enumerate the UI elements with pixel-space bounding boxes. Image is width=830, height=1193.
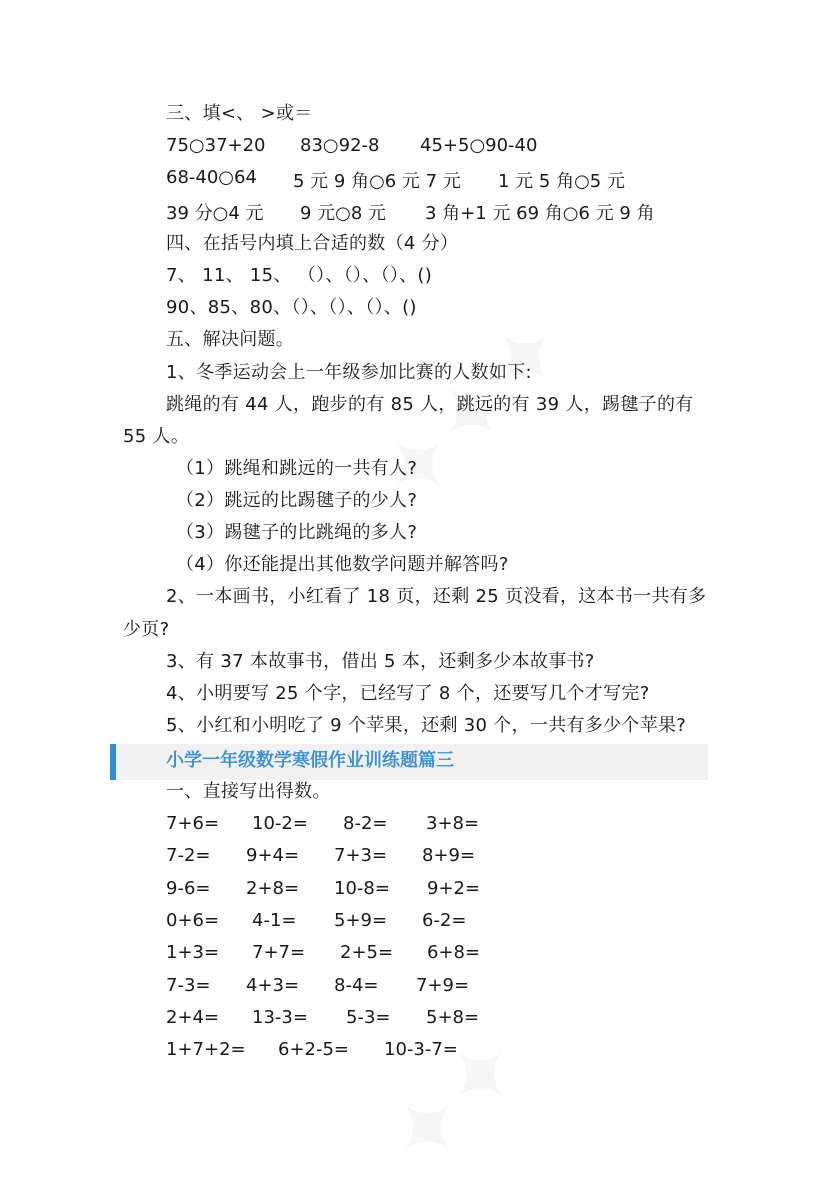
question-5-text: 5、小红和小明吃了 9 个苹果，还剩 30 个，一共有多少个苹果?	[166, 715, 687, 736]
arithmetic-item: 5+8=	[426, 1006, 480, 1028]
arithmetic-item: 8-4=	[334, 974, 379, 996]
question-2-text: 少页?	[123, 619, 170, 640]
question-3-text: 3、有 37 本故事书，借出 5 本，还剩多少本故事书?	[166, 651, 595, 672]
arithmetic-item: 3+8=	[426, 813, 480, 834]
section3-title: 三、填<、 >或＝	[166, 103, 313, 124]
arithmetic-item: 4+3=	[246, 974, 300, 996]
arithmetic-item: 7+9=	[416, 974, 470, 996]
arithmetic-item: 8+9=	[422, 845, 476, 867]
comparison-item: 39 分○4 元	[166, 203, 264, 224]
question-1-text: 跳绳的有 44 人，跑步的有 85 人，跳远的有 39 人，踢毽子的有	[166, 394, 694, 415]
arithmetic-item: 9+2=	[427, 877, 481, 899]
arithmetic-item: 7-3=	[166, 974, 211, 996]
comparison-item: 3 角+1 元 69 角○6 元 9 角	[425, 203, 655, 224]
part1-title: 一、直接写出得数。	[166, 781, 331, 802]
heading-accent-bar	[110, 744, 116, 780]
sub-question: （4）你还能提出其他数学问题并解答吗?	[176, 554, 509, 575]
comparison-item: 45+5○90-40	[420, 135, 538, 156]
comparison-item: 83○92-8	[300, 135, 380, 156]
question-1-text: 55 人。	[123, 426, 190, 447]
sequence-row: 7、 11、 15、 （）、（）、（）、()	[166, 265, 433, 286]
arithmetic-item: 7+6=	[166, 813, 220, 834]
arithmetic-item: 10-8=	[334, 877, 390, 899]
comparison-item: 9 元○8 元	[300, 203, 387, 224]
section5-title: 五、解决问题。	[166, 329, 295, 350]
arithmetic-item: 6+2-5=	[278, 1039, 350, 1061]
arithmetic-item: 7+3=	[334, 845, 388, 867]
arithmetic-item: 8-2=	[343, 813, 388, 834]
section-heading: 小学一年级数学寒假作业训练题篇三	[166, 750, 454, 771]
question-2-text: 2、一本画书，小红看了 18 页，还剩 25 页没看，这本书一共有多	[166, 586, 707, 607]
comparison-item: 5 元 9 角○6 元 7 元	[293, 171, 461, 192]
sub-question: （2）跳远的比踢毽子的少人?	[176, 490, 418, 511]
sub-question: （1）跳绳和跳远的一共有人?	[176, 458, 418, 479]
arithmetic-item: 5+9=	[334, 909, 388, 931]
arithmetic-item: 2+4=	[166, 1006, 220, 1028]
arithmetic-item: 0+6=	[166, 909, 220, 931]
comparison-item: 1 元 5 角○5 元	[498, 171, 625, 192]
arithmetic-item: 2+8=	[246, 877, 300, 899]
arithmetic-item: 2+5=	[340, 942, 394, 964]
arithmetic-item: 5-3=	[346, 1006, 391, 1028]
comparison-item: 68-40○64	[166, 167, 257, 188]
section4-title: 四、在括号内填上合适的数（4 分）	[166, 233, 459, 254]
arithmetic-item: 1+3=	[166, 942, 220, 964]
comparison-item: 75○37+20	[166, 135, 266, 156]
question-4-text: 4、小明要写 25 个字，已经写了 8 个，还要写几个才写完?	[166, 683, 650, 704]
arithmetic-item: 10-3-7=	[384, 1039, 458, 1061]
arithmetic-item: 7-2=	[166, 845, 211, 867]
arithmetic-item: 4-1=	[252, 909, 297, 931]
arithmetic-item: 1+7+2=	[166, 1039, 246, 1061]
arithmetic-item: 6+8=	[427, 942, 481, 964]
arithmetic-item: 7+7=	[252, 942, 306, 964]
question-1-intro: 1、冬季运动会上一年级参加比赛的人数如下:	[166, 362, 532, 383]
sequence-row: 90、85、80、（）、（）、（）、()	[166, 297, 417, 318]
arithmetic-item: 10-2=	[252, 813, 308, 834]
arithmetic-item: 9+4=	[246, 845, 300, 867]
arithmetic-item: 13-3=	[252, 1006, 308, 1028]
arithmetic-item: 6-2=	[422, 909, 467, 931]
sub-question: （3）踢毽子的比跳绳的多人?	[176, 522, 418, 543]
arithmetic-item: 9-6=	[166, 877, 211, 899]
